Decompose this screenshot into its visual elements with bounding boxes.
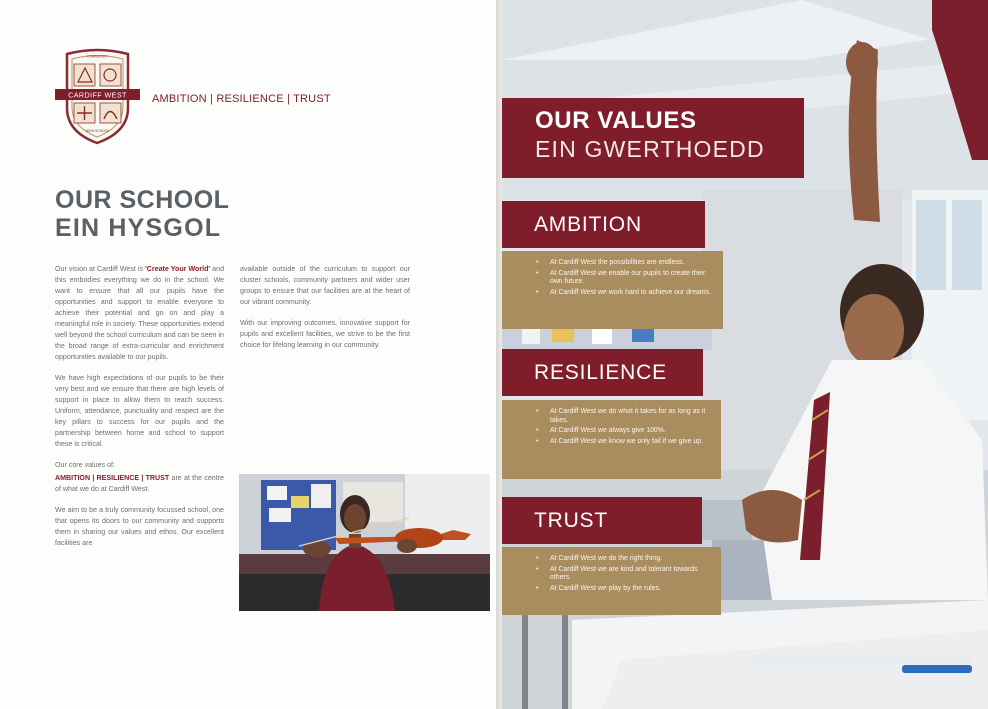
page-title: OUR SCHOOL <box>55 186 230 214</box>
paragraph-outcomes: With our improving outcomes, innovative support for pupils and excellent facilities, we strive to be the first choice for lifelong learning in our community. <box>240 319 410 349</box>
value-heading-ambition: AMBITION <box>502 201 705 248</box>
list-item: • At Cardiff West we do the right thing. <box>536 555 713 564</box>
values-title: OUR VALUES <box>535 107 697 134</box>
values-title-welsh: EIN GWERTHOEDD <box>535 136 765 162</box>
list-item: • At Cardiff West we are kind and tolerant towards others. <box>536 566 713 583</box>
right-page <box>502 0 988 709</box>
list-item: • At Cardiff West we enable our pupils to create their own future. <box>536 270 715 287</box>
crest-banner-text: CARDIFF WEST <box>68 90 127 100</box>
list-item: • At Cardiff West we do what it takes for as long as it takes. <box>536 408 713 425</box>
crest-top-text: COMMUNITY <box>87 54 108 59</box>
value-body-resilience <box>502 400 721 479</box>
list-item: • At Cardiff West we know we only fail if we give up. <box>536 438 713 447</box>
value-body-ambition <box>502 251 723 329</box>
value-heading-resilience: RESILIENCE <box>502 349 703 396</box>
list-item: • At Cardiff West the possibilities are endless. <box>536 259 715 268</box>
vision-slogan: 'Create Your World' <box>145 265 211 273</box>
list-item: • At Cardiff West we work hard to achieve our dreams. <box>536 289 715 298</box>
paragraph-vision: Our vision at Cardiff West is 'Create Your World' and this embodies everything we do in the school. We want to ensure that all our pupils have the opportunities and support to enable everyone to achieve their potential and go on and play a meaningful role in society. These opportunities extend well beyond the school curriculum and can be seen in the broad range of extra-curricular and enrichment opportunities available to our pupils. <box>55 265 225 361</box>
violin-student-photo <box>239 474 490 611</box>
values-title-block <box>502 98 804 178</box>
paragraph-community: We aim to be a truly community focussed school, one that opens its doors to our community and supports them in sharing our values and ethos. Our excellent facilities are <box>55 506 224 547</box>
tagline: AMBITION | RESILIENCE | TRUST <box>152 93 331 105</box>
list-item: • At Cardiff West we play by the rules. <box>536 585 713 594</box>
list-item: • At Cardiff West we always give 100%. <box>536 427 713 436</box>
paragraph-core-values: AMBITION | RESILIENCE | TRUST are at the centre of what we do at Cardiff West. <box>55 474 224 493</box>
page-title-welsh: EIN HYSGOL <box>55 214 222 242</box>
body-column-1 <box>55 264 224 559</box>
body-column-2 <box>240 264 410 361</box>
crest-bottom-text: HIGH SCHOOL <box>85 129 110 133</box>
core-values-text: AMBITION | RESILIENCE | TRUST <box>55 474 170 482</box>
paragraph-facilities: available outside of the curriculum to support our cluster schools, community partners and wider user groups to ensure that our facilities are at the heart of our vibrant community. <box>240 265 410 306</box>
paragraph-core-values-intro: Our core values of: <box>55 461 115 469</box>
value-body-trust <box>502 547 721 615</box>
paragraph-expectations: We have high expectations of our pupils to be their very best and we ensure that there are high levels of support in place to allow them to reach success. Uniform, attendance, punctuality and respect are the key pillars to success for our pupils and the partnership between home and school to support these is critical. <box>55 374 224 448</box>
value-heading-trust: TRUST <box>502 497 702 544</box>
school-crest-logo <box>55 46 140 146</box>
